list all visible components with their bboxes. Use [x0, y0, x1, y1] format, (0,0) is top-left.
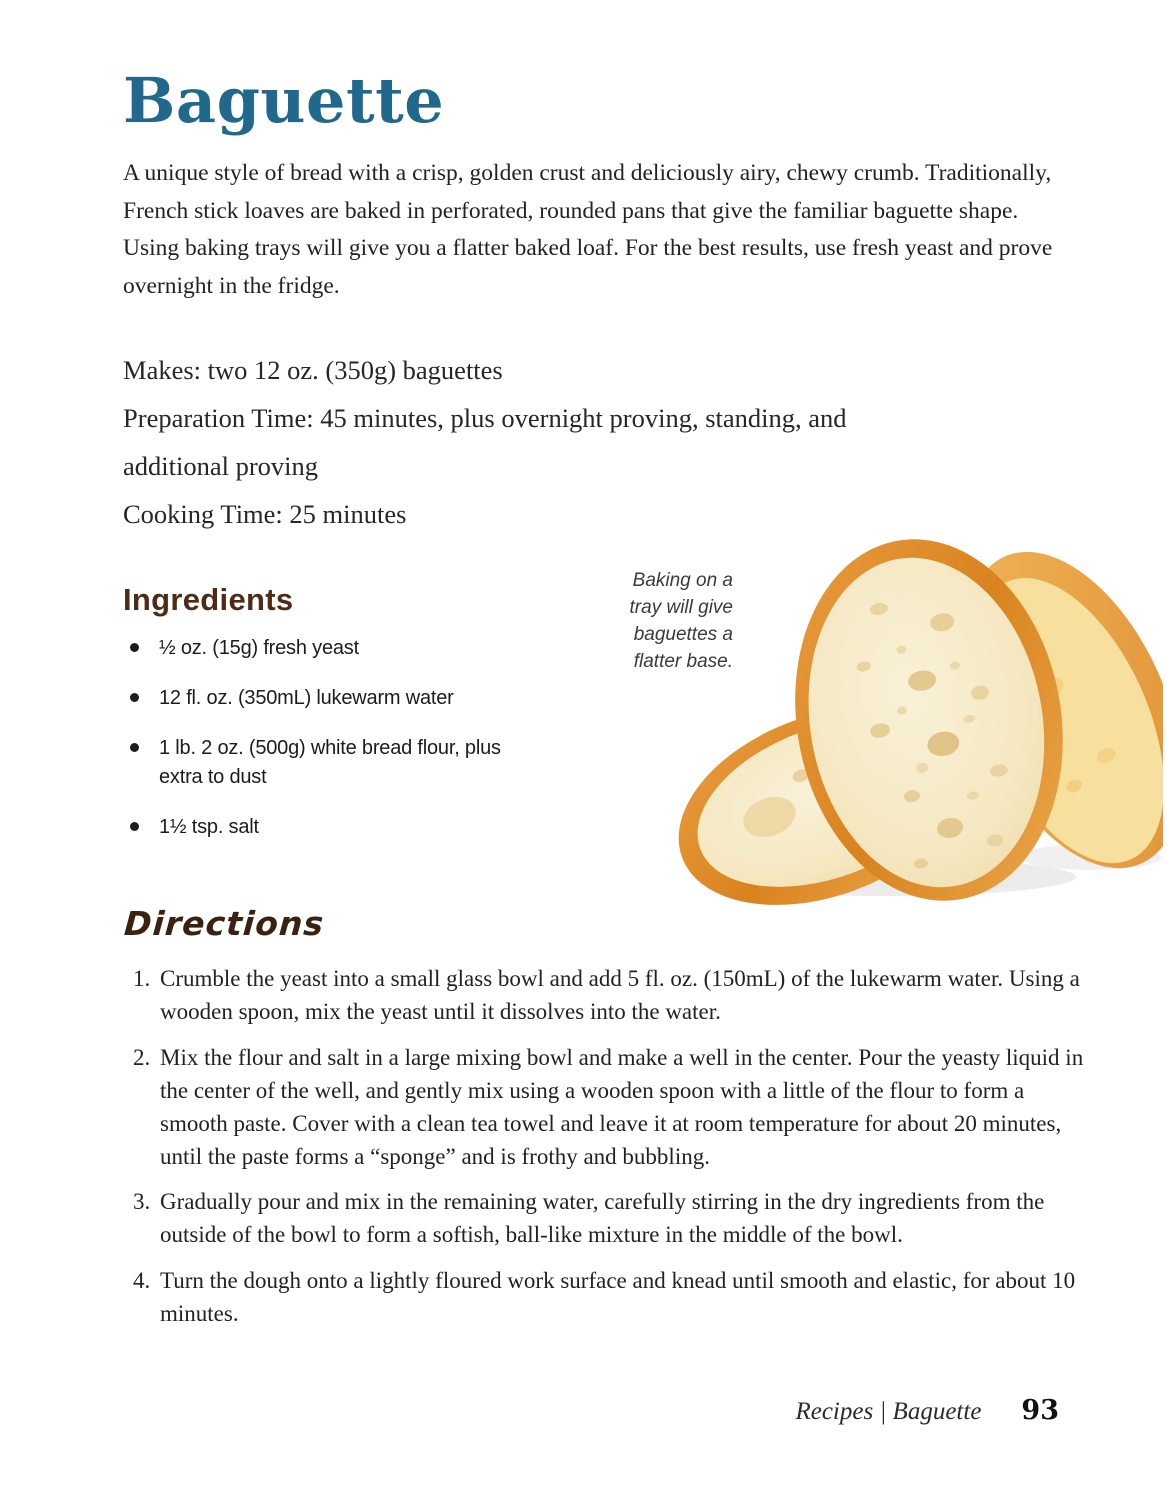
page-footer: [795, 1395, 1059, 1426]
photo-caption-line: tray will give: [629, 597, 733, 619]
breadcrumb: Recipes | Baguette: [795, 1398, 982, 1425]
ingredient-item: ½ oz. (15g) fresh yeast: [123, 634, 515, 663]
photo-caption-line: flatter base.: [633, 651, 733, 673]
ingredients-and-photo-section: [123, 570, 1085, 904]
page-title: Baguette: [123, 64, 445, 137]
direction-step: 1. Crumble the yeast into a small glass bowl and add 5 fl. oz. (150mL) of the lukewarm water. Using a wooden spoon, mix the yeast until it dissolves into the water.: [156, 963, 1085, 1029]
ingredient-item: 1 lb. 2 oz. (500g) white bread flour, plus extra to dust: [123, 734, 515, 792]
photo-caption-line: baguettes a: [633, 624, 733, 646]
directions-heading: Directions: [123, 904, 326, 944]
makes-line: Makes: two 12 oz. (350g) baguettes: [123, 355, 503, 386]
ingredient-item: 12 fl. oz. (350mL) lukewarm water: [123, 684, 515, 713]
direction-step: 3. Gradually pour and mix in the remaining water, carefully stirring in the dry ingredients from the outside of the bowl to form a softish, ball-like mixture in the middle of the bowl.: [156, 1186, 1085, 1252]
ingredients-heading: Ingredients: [123, 582, 294, 618]
direction-step: 4. Turn the dough onto a lightly floured work surface and knead until smooth and elastic, for about 10 minutes.: [156, 1265, 1085, 1331]
prep-time-line: Preparation Time: 45 minutes, plus overnight proving, standing, and additional proving: [123, 403, 847, 481]
directions-section: [123, 904, 1085, 1331]
recipe-meta: [123, 347, 913, 538]
ingredients-list: [123, 634, 515, 842]
page-content: [0, 64, 1167, 1331]
photo-caption-line: Baking on a: [632, 570, 733, 592]
ingredient-item: 1½ tsp. salt: [123, 813, 515, 842]
direction-step: 2. Mix the flour and salt in a large mixing bowl and make a well in the center. Pour the yeasty liquid in the center of the well, and gently mix using a wooden spoon with a little of the flour to form a smooth paste. Cover with a clean tea towel and leave it at room temperature for about 20 minutes, until the paste forms a “sponge” and is frothy and bubbling.: [156, 1042, 1085, 1174]
directions-steps: [123, 963, 1085, 1331]
page-number: 93: [1021, 1395, 1059, 1426]
intro-paragraph: A unique style of bread with a crisp, golden crust and deliciously airy, chewy crumb. Traditionally, French stick loaves are baked in perforated, rounded pans that give the familiar baguette shape. Using baking trays will give you a flatter baked loaf. For the best results, use fresh yeast and prove overnight in the fridge.: [123, 160, 1053, 299]
cook-time-line: Cooking Time: 25 minutes: [123, 498, 407, 529]
baguette-slices-photo: [671, 530, 1163, 910]
